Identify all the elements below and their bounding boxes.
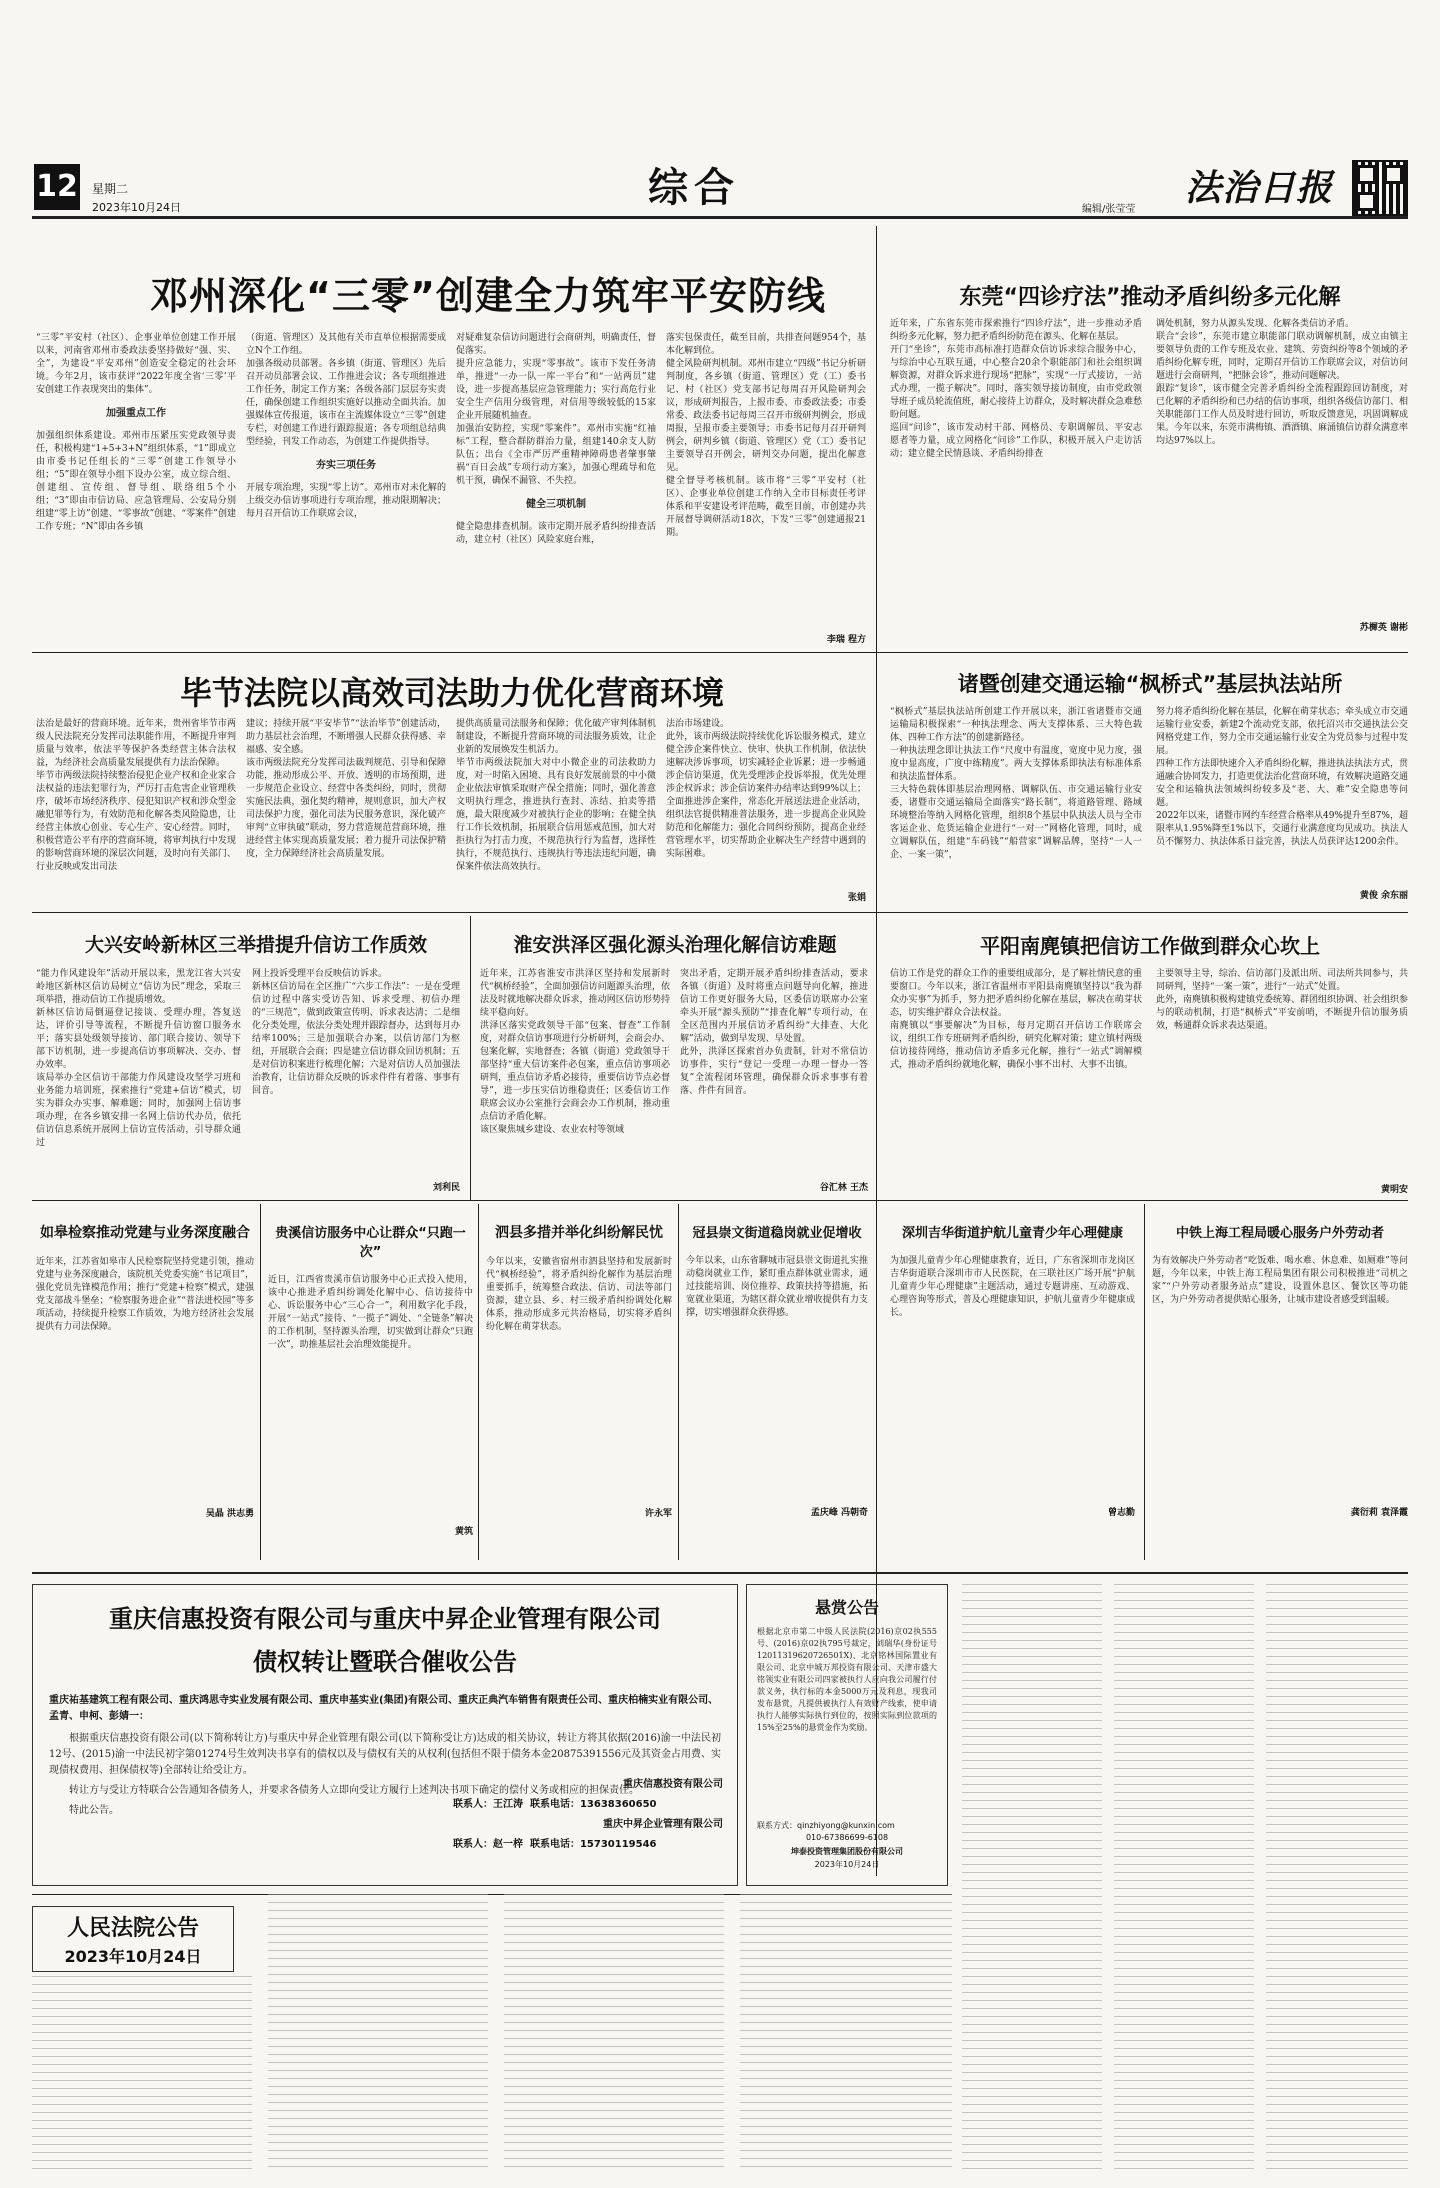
fine-print-col [1266,1584,1408,2172]
court-notice-title: 人民法院公告 [66,1916,199,1941]
short-item-sixian [486,1210,672,1560]
headline-zhuji: 诸暨创建交通运输“枫桥式”基层执法站所 [957,672,1343,696]
contact-2: 联系人：赵一梓 [453,1839,523,1850]
vertical-rule-3 [260,1204,261,1560]
bounty-notice [746,1584,948,1886]
contact-1: 联系人：王江涛 [453,1799,523,1810]
headline-huaian: 淮安洪泽区强化源头治理化解信访难题 [513,934,837,956]
masthead [0,0,1440,215]
vertical-rule-4 [478,1204,479,1560]
masthead-rule [32,216,1408,219]
vertical-rule-5 [678,1204,679,1560]
headline-rugao: 如皋检察推动党建与业务深度融合 [40,1225,250,1241]
short-item-rugao [36,1210,254,1560]
weekday: 星期二 [92,182,129,196]
dengzhou-col2: （街道、管理区）及其他有关市直单位根据需要成立N个工作组。 加强各级动员部署。各乡镇（街道、管理区）先后召开动员部署会议、工作推进会议；各专项组推进工作任务，制定工作方案；各级各部门层层夯实责任，确保创建工作组织实施好以推动全面共治。加强媒体宣传报道，该市在主流媒体设立“三零”创建专栏，对创建工作进行跟踪报道；各专项组总结典型经验，刊发工作动态，为创建工作提供指导。 夯实三项任务 开展专项治理，实现“零上访”。邓州市对未化解的上级交办信访事项进行专项治理，推动限期解决；每月召开信访工作联席会议， [246,333,446,519]
daxinganling-col2: 网上投诉受理平台反映信访诉求。 新林区信访局在全区推广“六步工作法”：一是在受理信访过程中落实受访告知、诉求受理、初信办理的“三规范”，做到政策宣传明、诉求表达清；二是细化分类处理，依法分类处理并跟踪督办，达到每月办结率100%；三是加强联合办案，以信访部门为枢纽，开展联合会商；四是建立信访群众回访机制；五是对信访积案进行梳理化解；六是对信访人员加强法治教育，让信访群众反映的诉求件件有着落、事事有回音。 [252,969,460,1096]
dengzhou-sub1: 加强重点工作 [106,408,166,419]
section-title: 综合 [648,165,740,211]
h-rule-1 [32,652,876,653]
fine-print-col [268,1894,488,2172]
fine-print-area [32,1976,952,2172]
notice-title-line2: 债权转让暨联合催收公告 [253,1648,517,1676]
fine-print-col [32,1976,252,2172]
daxinganling-author: 刘利民 [432,1183,460,1193]
zhongtie-body: 为有效解决户外劳动者“吃饭难、喝水难、休息难、如厕难”等问题，今年以来，中铁上海工程局集团有限公司积极推进“司机之家”“户外劳动者服务站点”建设，设置休息区、餐饮区等功能区，为户外劳动者提供贴心服务，让城市建设者感受到温暖。 [1152,1256,1408,1305]
fine-print-right [962,1584,1408,2172]
daxinganling-col1: “能力作风建设年”活动开展以来，黑龙江省大兴安岭地区新林区信访局树立“信访为民”理念，采取三项举措，推动信访工作提质增效。 新林区信访局倒逼登记接谈、受理办理，答复送达，评价引导等流程，不断提升信访窗口服务水平；落实县处级领导接访、部门联合接访、领导下部下访机制，进一步提高信访事项解决、交办、督办效率。 该局举办全区信访干部能力作风建设攻坚学习班和业务能力培训班，探索推行“党建+信访”模式，切实为群众办实事、解难题；同时，加强网上信访事项办理，在各乡镇安排一名网上信访代办员，依托信访信息系统开展网上信访宣传活动，引导群众通过 [36,969,241,1148]
h-rule-4 [32,1200,1408,1201]
bounty-phone: 010-67386699-6108 [805,1833,889,1842]
vertical-rule-6 [1144,1204,1145,1560]
signature-1: 重庆信惠投资有限公司 [623,1779,723,1790]
notice-body-2: 转让方与受让方特联合公告通知各债务人，并要求各债务人立即向受让方履行上述判决书项下确定的偿付义务或相应的担保责任。 [69,1785,639,1796]
dengzhou-sub2: 夯实三项任务 [316,460,376,471]
bounty-contact: 联系方式：qinzhiyong@kunxin.com [757,1821,895,1830]
court-notice-date: 2023年10月24日 [64,1947,202,1966]
headline-dongguan: 东莞“四诊疗法”推动矛盾纠纷多元化解 [959,285,1341,310]
sixian-author: 许永军 [644,1509,672,1519]
rugao-body: 近年来，江苏省如皋市人民检察院坚持党建引领，推动党建与业务深度融合，该院机关党委实施“书记项目”，强化党员先锋模范作用；推行“党建+检察”模式，建强党支部战斗堡垒；“检察服务进企业”“普法进校园”等多项活动，持续提升检察工作质效，为地方经济社会发展提供有力司法保障。 [36,1257,254,1332]
headline-sixian: 泗县多措并举化纠纷解民忧 [495,1225,663,1241]
vertical-rule-2 [470,916,471,1200]
headline-daxinganling: 大兴安岭新林区三举措提升信访工作质效 [84,934,427,956]
notice-body-1: 根据重庆信惠投资有限公司(以下简称转让方)与重庆中昇企业管理有限公司(以下简称受让方)达成的相关协议，转让方将其依据(2016)渝一中法民初12号、(2015)渝一中法民初字第01274号生效判决书享有的债权以及与债权有关的从权利(包括但不限于债务本金20875391556元及其资金占用费、实现债权费用、担保债权等)全部转让给受让方。 [49,1733,721,1776]
sixian-body: 今年以来，安徽省宿州市泗县坚持和发展新时代“枫桥经验”，将矛盾纠纷化解作为基层治理重要抓手，统筹整合政法、信访、司法等部门资源，建立县、乡、村三级矛盾纠纷调处化解体系，推动形成多元共治格局，切实将矛盾纠纷化解在萌芽状态。 [486,1257,672,1332]
issue-date: 2023年10月24日 [92,201,181,214]
bounty-date: 2023年10月24日 [814,1860,880,1869]
fine-print-col [1114,1584,1254,2172]
signature-block [453,1775,723,1855]
zhuji-col1: “枫桥式”基层执法站所创建工作开展以来，浙江省诸暨市交通运输局积极探索“一种执法理念、两大支撑体系、三大特色载体、四种工作方法”的创建新路径。 一种执法理念即让执法工作“尺度中有温度，宽度中见力度，强度中显高度，广度中练精度”。两大支撑体系即执法有标准体系和执法监督体系。 三大特色载体即基层治理网格、调解队伍、市交通运输行业安委，诸暨市交通运输局全面落实“路长制”，将道路管理、路域环境整治等纳入网格化管理，组织8个基层中队执法人员与全市客运企业、危货运输企业进行“一对一”网格化管理，同时，成立调解队伍，组建“车码钱”“船营家”调解品牌，坚持“一人一企、一案一策”， [890,707,1142,860]
court-notice-header [32,1906,234,1972]
h-rule-3 [32,912,1408,913]
notice-title-line1: 重庆信惠投资有限公司与重庆中昇企业管理有限公司 [109,1605,661,1633]
shenzhen-author: 曾志勤 [1107,1508,1135,1518]
guanxian-body: 今年以来，山东省聊城市冠县崇文街道扎实推动稳岗就业工作，紧盯重点群体就业需求，通过技能培训、岗位推荐、政策扶持等措施，拓宽就业渠道，为辖区群众就业增收提供有力支撑，切实增强群众获得感。 [686,1256,868,1318]
short-item-guixi [268,1210,473,1560]
bounty-title: 悬赏公告 [814,1598,879,1617]
dengzhou-col4: 落实包保责任，截至目前，共排查问题954个，基本化解到位。 健全风险研判机制。邓州市建立“四级”书记分析研判制度，各乡镇（街道、管理区）党（工）委书记、村（社区）党支部书记每周召开风险研判会议，形成研判报告，上报市委、市委政法委；市委常委、政法委书记每周三召开市级研判例会，形成周报，呈报市委主要领导；市委书记每月召开研判例会，研判乡镇（街道、管理区）党（工）委书记主要领导召开例会，研判交办问题，提出化解意见。 健全督导考核机制。该市将“三零”平安村（社区）、企事业单位创建工作纳入全市目标责任考评体系和平安建设考评范畴，截至目前，市创建办共开展督导调研活动18次，下发“三零”创建通报21期。 [666,333,866,538]
editor: 编辑/张莹莹 [1082,204,1136,215]
headline-guixi: 贵溪信访服务中心让群众“只跑一次” [275,1226,466,1260]
dengzhou-col1: “三零”平安村（社区）、企事业单位创建工作开展以来，河南省邓州市委政法委坚持做好“强、实、全”，为建设“平安邓州”创造安全稳定的社会环境。今年2月，该市获评“2022年度全省‘三零’平安创建工作表现突出的集体”。 加强重点工作 加强组织体系建设。邓州市压紧压实党政领导责任，积极构建“1+5+3+N”组织体系，“1”即成立由市委书记任组长的“三零”创建工作领导小组；“5”即在领导小组下设办公室，成立综合组、创建组、宣传组、督导组、联络组5个小组；“3”即由市信访局、应急管理局、公安局分别组建“零上访”创建、“零事故”创建、“零案件”创建工作专班；“N”即由各乡镇 [36,333,236,532]
dengzhou-author: 李瑞 程方 [826,635,866,645]
headline-guanxian: 冠县崇文街道稳岗就业促增收 [692,1226,862,1241]
bijie-col2: 建议；持续开展“平安毕节”“法治毕节”创建活动，助力基层社会治理，不断增强人民群众获得感、幸福感、安全感。 该市两级法院充分发挥司法裁判规范、引导和保障功能，推动形成公平、开放、透明的市场预期，进一步规范企业设立、经营中各类纠纷，同时，贯彻实施民法典，强化契约精神，规则意识，加大产权司法保护力度，强化司法为民服务意识，深化破产审判“立审执破”联动，努力营造规范营商环境，推进经营主体实现高质量发展；着力提升司法保护精度，全力保障经济社会高质量发展。 [246,719,446,859]
zhuji-author: 黄俊 余东丽 [1359,891,1408,901]
huaian-author: 谷汇林 王杰 [819,1183,868,1193]
fine-print-col [740,1894,952,2172]
zhongtie-author: 龚衍莉 袁泽霞 [1350,1508,1408,1518]
pingyang-col1: 信访工作是党的群众工作的重要组成部分，是了解社情民意的重要窗口。今年以来，浙江省温州市平阳县南麂镇坚持以“我为群众办实事”为抓手，努力把矛盾纠纷化解在基层，解决在萌芽状态，切实维护群众合法权益。 南麂镇以“事要解决”为目标，每月定期召开信访工作联席会议，组织工作专班研判矛盾纠纷，研究化解对策；建立镇村两级信访接待网络，推动信访矛盾多元化解，推行“一站式”调解模式，推动矛盾纠纷就地化解，确保小事不出村、大事不出镇。 [890,969,1142,1070]
headline-zhongtie: 中铁上海工程局暖心服务户外劳动者 [1175,1226,1384,1241]
fine-print-col [504,1894,724,2172]
dengzhou-sub3: 健全三项机制 [526,499,586,510]
pingyang-col2: 主要领导主导，综治、信访部门及派出所、司法所共同参与，共同研判，坚持“一案一策”，进行“一站式”处置。 此外，南麂镇积极构建镇党委统筹、群团组织协调、社会组织参与的联动机制，打造“枫桥式”平安前哨，不断提升信访服务质效，畅通群众诉求表达渠道。 [1156,969,1408,1031]
fine-print-col [962,1584,1102,2172]
headline-pingyang: 平阳南麂镇把信访工作做到群众心坎上 [980,934,1320,958]
huaian-col1: 近年来，江苏省淮安市洪泽区坚持和发展新时代“枫桥经验”，全面加强信访问题源头治理，依法及时就地解决群众诉求，推动网区信访形势持续平稳向好。 洪泽区落实党政领导干部“包案、督查”工作制度，对群众信访事项进行分析研判，会商会办、包案化解，实地督查；各镇（街道）党政领导干部坚持“重大信访案件必包案，重点信访事项必研判，重点信访矛盾必接待，重要信访节点必督导”，进一步压实信访维稳责任；区委信访工作联席会议办公室推行会商会办工作机制，推动重点信访矛盾化解。 该区聚焦城乡建设、农业农村等领域 [480,969,670,1135]
huaian-col2: 突出矛盾，定期开展矛盾纠纷排查活动，要求各镇（街道）及时将重点问题导向化解，推进信访工作更好服务大局，区委信访联席办公室牵头开展“源头预防”“排查化解”专项行动，在全区范围内开展信访矛盾纠纷“大排查、大化解”活动，做到早发现、早处置。 此外，洪泽区探索首办负责制，针对不常信访访事件，实行“登记一受理一办理一督办一答复”全流程闭环管理，确保群众诉求事事有着落、件件有回音。 [680,969,868,1096]
dongguan-author: 苏樨英 谢彬 [1359,623,1408,633]
guixi-author: 黄筑 [454,1527,473,1537]
notice-body-3: 特此公告。 [69,1805,119,1816]
phone-2: 联系电话：15730119546 [529,1839,657,1850]
bijie-col3: 提供高质量司法服务和保障；优化破产审判体制机制建设，不断提升营商环境的司法服务质效，让企业新的发展焕发生机活力。 毕节市两级法院加大对中小微企业的司法救助力度，对一时陷入困境、具有良好发展前景的中小微企业依法审慎采取财产保全措施；同时，强化善意文明执行理念，推进执行查封、冻结、拍卖等措施，最大限度减少对被执行企业的影响；在健全执行工作长效机制，拓展联合信用惩戒范围，加大对拒执行为打击力度，不规范执行行为监督，选择性执行，不规范执行、违规执行等违法违纪问题，确保案件依法高效执行。 [456,719,656,872]
bijie-col4: 法治市场建设。 此外，该市两级法院持续优化诉讼服务模式，建立健全涉企案件快立、快审、快执工作机制，依法快速解决涉诉事项，切实减轻企业诉累；进一步畅通涉企信访渠道，优先受理涉企投诉举报，优先处理涉企权诉求；涉企信访案件办结率达到99%以上；全面推进涉企案件，常态化开展送法进企业活动，组织法官提供精准普法服务，进一步提高企业风险防范和化解能力；强化合同纠纷预防，提高企业经营管理水平，切实帮助企业解决生产经营中遇到的实际困难。 [666,719,866,859]
guanxian-author: 孟庆峰 冯朝奇 [810,1508,868,1518]
notice-debtors: 重庆祐基建筑工程有限公司、重庆鸿思寺实业发展有限公司、重庆申基实业(集团)有限公司、重庆正典汽车销售有限责任公司、重庆柏楠实业有限公司、孟青、申柯、彭婧一： [49,1695,719,1722]
debt-transfer-notice [32,1584,738,1886]
phone-1: 联系电话：13638360650 [529,1799,657,1810]
dongguan-col1: 近年来，广东省东莞市探索推行“四诊疗法”，进一步推动矛盾纠纷多元化解，努力把矛盾纠纷防范在源头、化解在基层。 开门“坐诊”，东莞市高标准打造群众信访诉求综合服务中心，与综治中心互联互通，中心整合20余个职能部门和社会组织调解资源，对群众诉求进行现场“把脉”，实现“一厅式接访，一站式办理，一揽子解决”。同时，落实领导接访制度，由市党政领导班子成员轮流值班，耐心接待上访群众，及时解决群众急难愁盼问题。 巡回“问诊”，该市发动村干部、网格员、专职调解员、平安志愿者等力量，成立网格化“问诊”工作队，积极开展入户走访活动；建立健全民情恳谈、矛盾纠纷排查 [890,319,1142,459]
qr-code [1352,160,1408,216]
dengzhou-col3: 对疑难复杂信访问题进行会商研判，明确责任，督促落实。 提升应急能力，实现“零事故”。该市下发任务清单，推进“一办一队一库一平台”和“一站两员”建设，进一步提高基层应急管理能力；实行高危行业安全生产信用分级管理，对信用等级较低的15家企业开展随机抽查。 加强治安防控，实现“零案件”。邓州市实施“红袖标”工程，整合群防群治力量，组建140余支人防队伍；出台《全市严厉严重精神障碍患者肇事肇祸“百日会战”专项行动方案》，加强心理疏导和危机干预，确保不漏管、不失控。 健全三项机制 健全隐患排查机制。该市定期开展矛盾纠纷排查活动，建立村（社区）风险家庭台账， [456,333,656,545]
zhuji-col2: 努力将矛盾纠纷化解在基层，化解在萌芽状态；牵头成立市交通运输行业安委，新建2个流动党支部，依托沼兴市交通执法公交网格党建工作，努力全市交通运输行业安全为党员参与过程中发展。 四种工作方法即快速介入矛盾纠纷化解，推进执法执法方式，贯通融合协同发力，打造更优法治化营商环境，有效解决道路交通安全和运输执法领域纠纷较多及“老、大、难”安全隐患等问题。 2022年以来，诸暨市网约车经营合格率从49%提升至87%，超限率从1.95%降至1%以下，交通行业满意度均见成功。执法人员不懈努力、执法体系日益完善，执法人员获评达1200余件。 [1156,707,1408,847]
paper-logo: 法治日报 [1185,167,1334,209]
short-item-zhongtie [1152,1210,1408,1560]
h-rule-5 [32,1572,1408,1574]
headline-shenzhen: 深圳吉华街道护航儿童青少年心理健康 [901,1226,1123,1241]
guixi-body: 近日，江西省贵溪市信访服务中心正式投入使用，该中心推进矛盾纠纷调处化解中心、信访接待中心、诉讼服务中心“三心合一”，利用数字化手段，开展“一站式”接待、“一揽子”调处、“全链条”解决的工作机制，坚持源头治理，切实做到让群众“只跑一次”，助推基层社会治理效能提升。 [268,1275,473,1350]
pingyang-author: 黄明安 [1380,1185,1408,1195]
short-item-shenzhen [890,1210,1135,1560]
signature-2: 重庆中昇企业管理有限公司 [603,1819,723,1830]
bijie-author: 张娟 [847,893,866,903]
dongguan-col2: 调处机制，努力从源头发现、化解各类信访矛盾。 联合“会诊”，东莞市建立职能部门联动调解机制，成立由镇主要领导负责的工作专班及农业、建筑、劳资纠纷等8个领域的矛盾纠纷化解专班，同时，定期召开信访工作联席会议，对信访问题进行会商研判，“把脉会诊”，推动问题解决。 跟踪“复诊”，该市健全完善矛盾纠纷全流程跟踪回访制度，对已化解的矛盾纠纷和已办结的信访事项，组织各级信访部门、相关职能部门工作人员及时进行回访，听取反馈意见，巩固调解成果。今年以来，东莞市满梅镇、酒酒镇、麻涌镇信访群众满意率均达97%以上。 [1156,319,1408,446]
bounty-company: 坤泰投资管理集团股份有限公司 [791,1847,903,1856]
h-rule-2 [877,652,1408,653]
page-number: 12 [36,169,78,204]
headline-bijie: 毕节法院以高效司法助力优化营商环境 [180,674,725,712]
shenzhen-body: 为加强儿童青少年心理健康教育，近日，广东省深圳市龙岗区吉华街道联合深圳市市人民医院，在三联社区广场开展“护航儿童青少年心理健康”主题活动，通过专题讲座、互动游戏、心理咨询等形式，普及心理健康知识，护航儿童青少年健康成长。 [890,1256,1135,1318]
rugao-author: 吴晶 洪志勇 [205,1509,254,1519]
bijie-col1: 法治是最好的营商环境。近年来，贵州省毕节市两级人民法院充分发挥司法职能作用，不断提升审判质量与效率，依法平等保护各类经营主体合法权益，为经济社会高质量发展提供有力法治保障。 毕节市两级法院持续整治侵犯企业产权和企业家合法权益的违法犯罪行为，严厉打击危害企业管理秩序，破坏市场经济秩序、侵犯知识产权和涉众型金融犯罪等行为，有效防范和化解各类风险隐患，让经营主体放心创业、专心生产、安心经营。同时，积极营造公平有序的营商环境，将审判执行中发现的影响营商环境的深层次问题，及时向有关部门、行业反映或发出司法 [36,719,236,872]
bounty-body: 根据北京市第二中级人民法院(2016)京02执555号、(2016)京02执795号裁定，刘瑞华(身份证号12011319620726501X)、北京铭林国际置业有限公司、北京中城万邦投资有限公司、天津市盛大铭领实业有限公司四家被执行人应向我公司履行付款义务，执行标的本金5000万元及利息，现我司发布悬赏，凡提供被执行人有效财产线索，使申请执行人能够实际执行到位的，按照实际到位款项的15%至25%的悬赏金作为奖励。 [757,1627,937,1732]
headline-dengzhou: 邓州深化“三零”创建全力筑牢平安防线 [150,274,826,318]
short-item-guanxian [686,1210,868,1560]
